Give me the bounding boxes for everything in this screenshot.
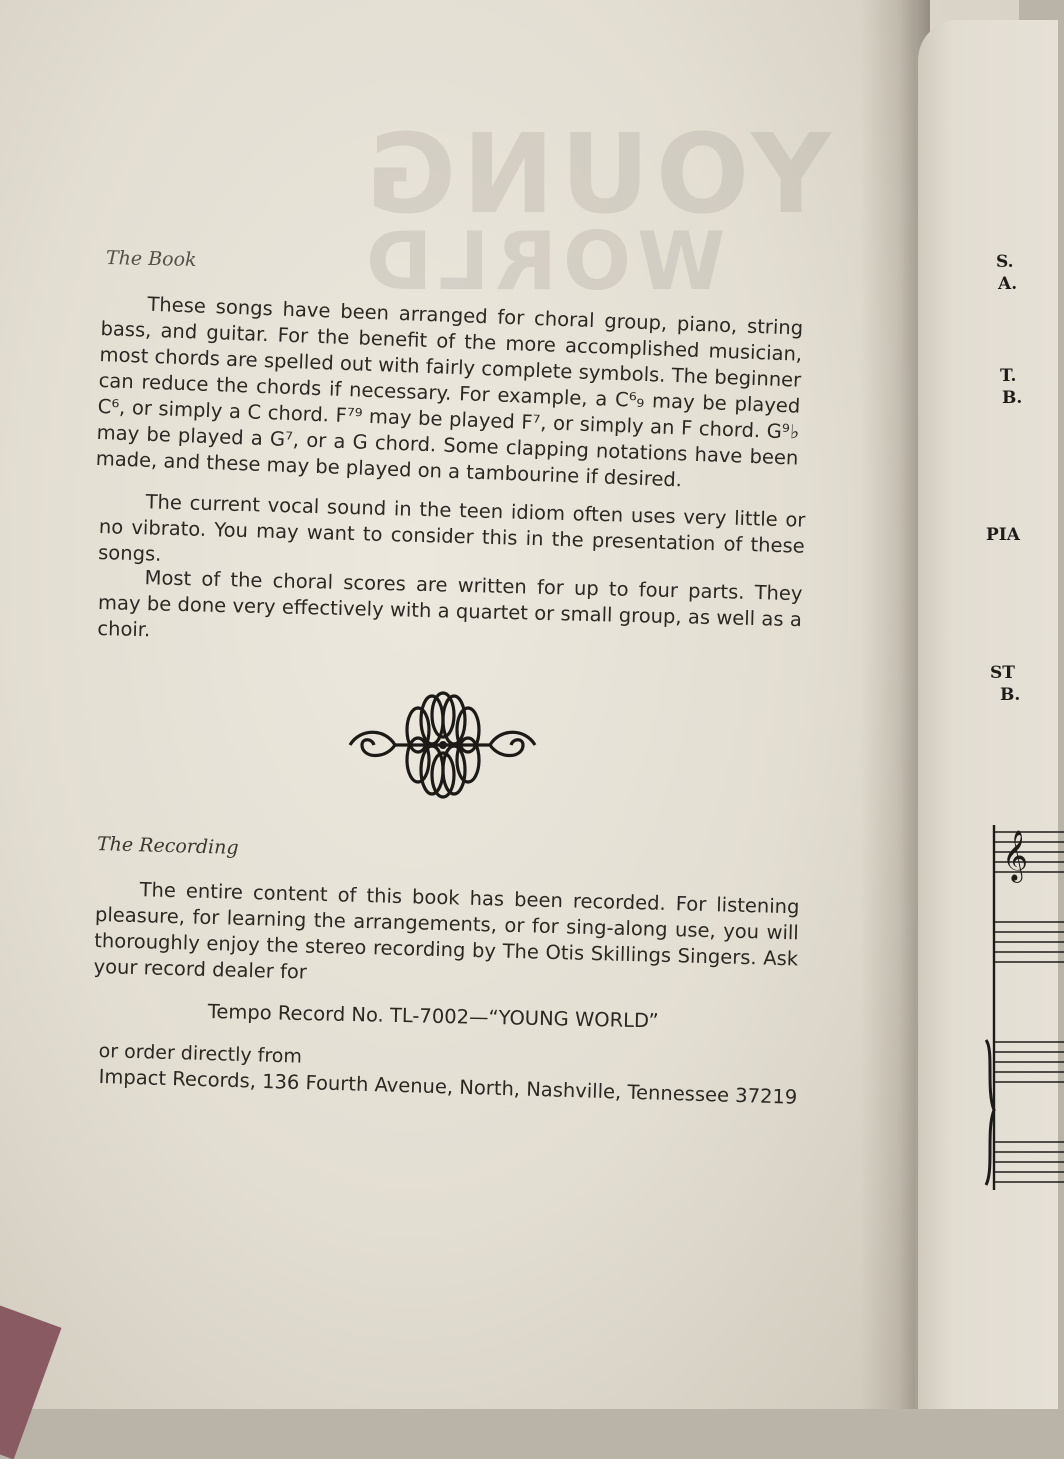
staff-label-tenor: T. (1000, 366, 1017, 386)
address-line: Impact Records, 136 Fourth Avenue, North, Nashville, Tennessee 37219 (98, 1065, 798, 1109)
music-staff (984, 810, 1064, 1200)
book-paragraph-1: These songs have been arranged for choral group, piano, string bass, and guitar. For the benefit of the more accomplished musician, most chords are spelled out with fairly complete symbols. The beginner can reduce the chords if necessary. For example, a C⁶₉ may be played C⁶, or simply a C chord. F⁷⁹ may be played F⁷, or simply an F chord. G⁹♭ may be played a G⁷, or a G chord. Some clapping notations have been made, and these may be played on a tambourine if desired. (95, 292, 804, 492)
show-through-title: YOUNG (360, 110, 831, 238)
brace-icon (986, 1040, 994, 1185)
treble-clef-icon: 𝄞 (1002, 830, 1029, 881)
recording-paragraph: The entire content of this book has been recorded. For listening pleasure, for learning the arrangements, or for sing-along use, you will thoroughly enjoy the stereo recording by The Otis Skillings Singers. Ask your record dealer for (93, 878, 800, 984)
book-paragraph-2: The current vocal sound in the teen idiom often uses very little or no vibrato. You may want to consider this in the presentation of these songs. (97, 490, 806, 566)
order-line: or order directly from (98, 1040, 303, 1068)
recording-heading: The Recording (96, 833, 239, 859)
book-heading: The Book (105, 247, 197, 271)
book-paragraph-3: Most of the choral scores are written for up to four parts. They may be done very effectively with a quartet or small group, as well as a choir. (97, 566, 803, 642)
staff-label-piano: PIA (986, 525, 1020, 545)
staff-label-string: ST (990, 663, 1015, 683)
staff-label-bass: B. (1002, 388, 1023, 408)
staff-label-alto: A. (998, 274, 1018, 294)
staff-label-bass-2: B. (1000, 685, 1021, 705)
right-page (918, 20, 1058, 1409)
record-number: Tempo Record No. TL-7002—“YOUNG WORLD” (207, 1000, 659, 1033)
staff-label-soprano: S. (996, 252, 1014, 272)
show-through-title-2: WORLD (360, 215, 726, 308)
ornamental-flourish-icon (340, 690, 545, 800)
